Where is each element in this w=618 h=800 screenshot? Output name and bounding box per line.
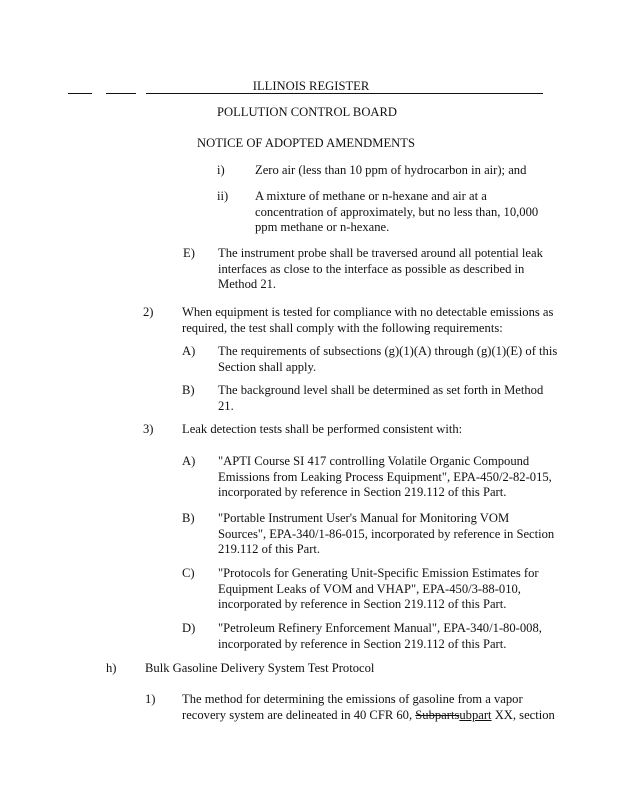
item-line: incorporated by reference in Section 219.112 of this Part. xyxy=(218,597,507,612)
item-line: required, the test shall comply with the following requirements: xyxy=(182,320,503,335)
text: XX, section xyxy=(491,708,555,722)
item-line: "Protocols for Generating Unit-Specific Emission Estimates for xyxy=(218,566,539,580)
item-line: "APTI Course SI 417 controlling Volatile Organic Compound xyxy=(218,454,530,468)
item-line: incorporated by reference in Section 219.112 of this Part. xyxy=(218,636,507,651)
item-label: A) xyxy=(182,454,196,468)
item-label: 3) xyxy=(143,422,154,436)
inserted-text: ubpart xyxy=(459,708,492,722)
item-line xyxy=(182,708,555,723)
item-line: Method 21. xyxy=(218,277,277,292)
item-label: B) xyxy=(182,511,195,525)
deleted-text: Subparts xyxy=(415,708,460,722)
register-title: ILLINOIS REGISTER xyxy=(252,79,370,93)
item-line: incorporated by reference in Section 219.112 of this Part. xyxy=(218,485,507,500)
item-line: "Portable Instrument User's Manual for Monitoring VOM xyxy=(218,511,510,525)
item-line: When equipment is tested for compliance with no detectable emissions as xyxy=(182,305,554,319)
item-line: 21. xyxy=(218,398,234,413)
item-label: A) xyxy=(182,344,196,358)
board-title: POLLUTION CONTROL BOARD xyxy=(216,105,398,119)
item-line: Zero air (less than 10 ppm of hydrocarbon in air); and xyxy=(255,163,527,177)
item-label: E) xyxy=(183,246,195,260)
item-line: 219.112 of this Part. xyxy=(218,542,321,557)
item-label: 2) xyxy=(143,305,154,319)
item-line: Section shall apply. xyxy=(218,359,317,374)
item-line: Emissions from Leaking Process Equipment", EPA-450/2-82-015, xyxy=(218,469,552,484)
item-label: ii) xyxy=(217,189,229,203)
item-label: 1) xyxy=(145,692,156,706)
item-label: i) xyxy=(217,163,225,177)
item-label: B) xyxy=(182,383,195,397)
item-line: interfaces as close to the interface as possible as described in xyxy=(218,261,525,276)
item-line: Leak detection tests shall be performed consistent with: xyxy=(182,422,463,436)
text: recovery system are delineated in 40 CFR 60, xyxy=(182,708,416,722)
item-line: Equipment Leaks of VOM and VHAP", EPA-450/3-88-010, xyxy=(218,581,521,596)
item-label: C) xyxy=(182,566,195,580)
item-line: Sources", EPA-340/1-86-015, incorporated by reference in Section xyxy=(218,526,555,541)
item-line: The requirements of subsections (g)(1)(A) through (g)(1)(E) of this xyxy=(218,344,558,358)
item-line: The method for determining the emissions of gasoline from a vapor xyxy=(182,692,523,706)
item-line: "Petroleum Refinery Enforcement Manual", EPA-340/1-80-008, xyxy=(218,621,542,635)
item-label: D) xyxy=(182,621,196,635)
item-line: Bulk Gasoline Delivery System Test Protocol xyxy=(145,661,375,675)
notice-title: NOTICE OF ADOPTED AMENDMENTS xyxy=(197,136,415,150)
item-line: A mixture of methane or n-hexane and air at a xyxy=(255,189,487,203)
item-line: ppm methane or n-hexane. xyxy=(255,220,390,235)
item-line: The instrument probe shall be traversed around all potential leak xyxy=(218,246,543,260)
item-line: concentration of approximately, but no less than, 10,000 xyxy=(255,204,539,219)
item-line: The background level shall be determined as set forth in Method xyxy=(218,383,544,397)
item-label: h) xyxy=(106,661,117,675)
